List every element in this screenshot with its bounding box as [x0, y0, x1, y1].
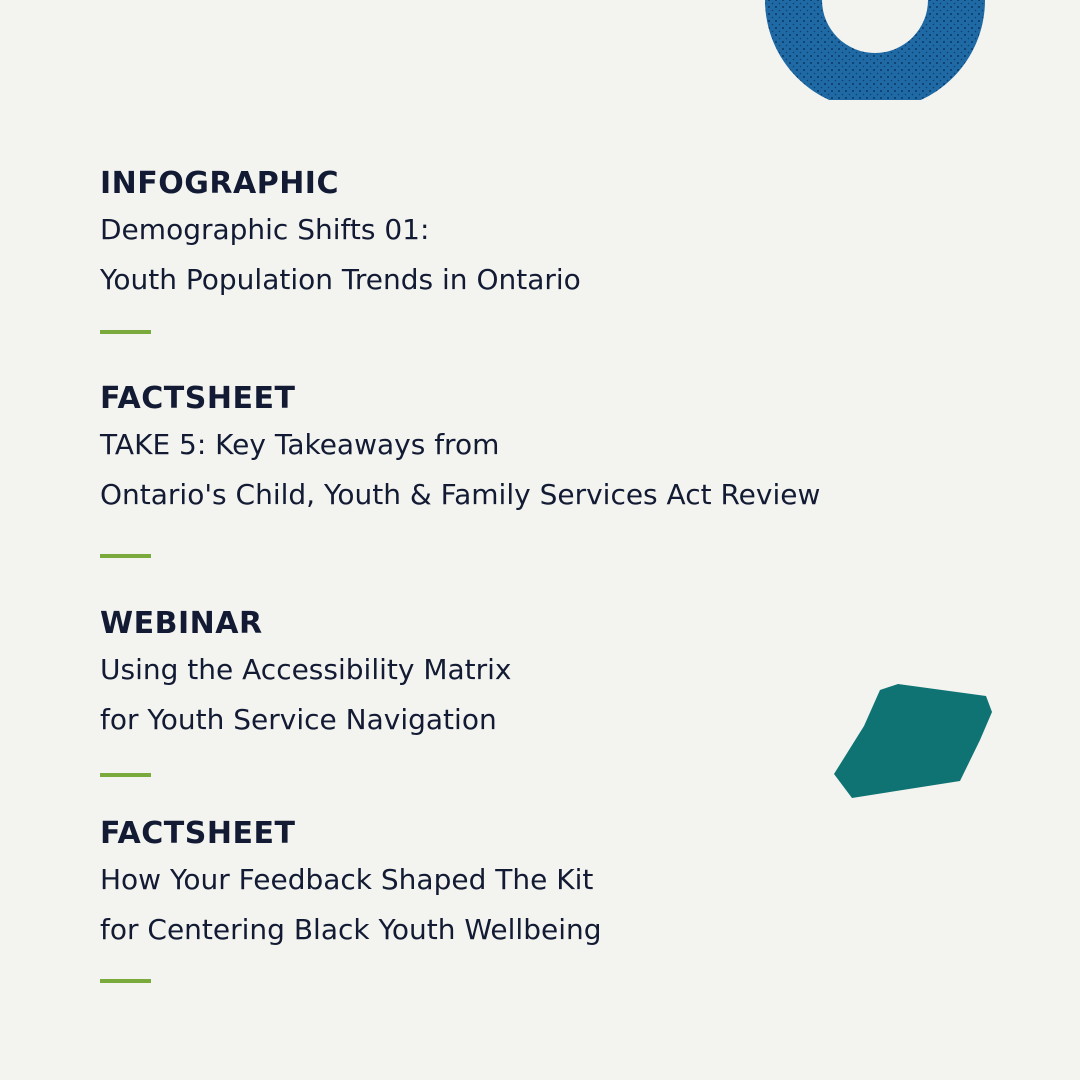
resource-title-line: Youth Population Trends in Ontario [100, 263, 581, 296]
dotted-ring-decoration [760, 0, 990, 100]
resource-title-line: for Centering Black Youth Wellbeing [100, 913, 602, 946]
resource-item[interactable] [100, 815, 1000, 955]
resource-item[interactable] [100, 605, 1000, 745]
resource-type-label: FACTSHEET [100, 381, 296, 416]
green-divider [100, 330, 151, 334]
resource-title-line: Using the Accessibility Matrix [100, 653, 512, 686]
resource-title-line: TAKE 5: Key Takeaways from [100, 428, 500, 461]
resource-title[interactable] [100, 420, 1000, 520]
resource-item[interactable] [100, 165, 1000, 305]
resource-type-label: FACTSHEET [100, 816, 296, 851]
resource-title-line: Ontario's Child, Youth & Family Services Act Review [100, 478, 821, 511]
resource-title-line: Demographic Shifts 01: [100, 213, 430, 246]
resource-title[interactable] [100, 855, 1000, 955]
resource-title[interactable] [100, 645, 1000, 745]
resource-type-label: WEBINAR [100, 606, 263, 641]
green-divider [100, 554, 151, 558]
resource-type-label: INFOGRAPHIC [100, 166, 339, 201]
green-divider [100, 773, 151, 777]
resource-title[interactable] [100, 205, 1000, 305]
resource-item[interactable] [100, 380, 1000, 520]
resource-title-line: How Your Feedback Shaped The Kit [100, 863, 594, 896]
resource-title-line: for Youth Service Navigation [100, 703, 497, 736]
green-divider [100, 979, 151, 983]
